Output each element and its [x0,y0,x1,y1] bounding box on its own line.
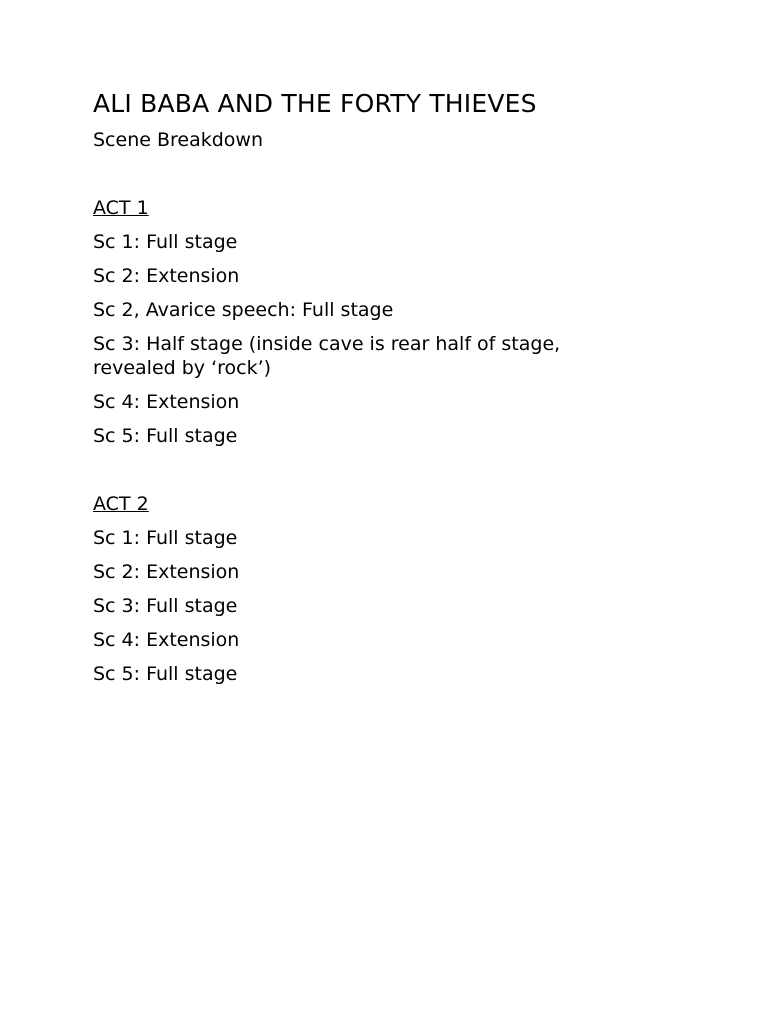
act-heading: ACT 2 [93,493,149,515]
act-heading: ACT 1 [93,197,149,219]
scene-item: Sc 3: Full stage [93,595,238,617]
scene-item: Sc 1: Full stage [93,527,238,549]
scene-item: Sc 3: Half stage (inside cave is rear half of stage, revealed by ‘rock’) [93,333,561,379]
scene-item: Sc 5: Full stage [93,425,238,447]
document-title: ALI BABA AND THE FORTY THIEVES [93,89,537,118]
scene-item: Sc 4: Extension [93,629,240,651]
act-1-section [93,196,768,448]
document-subtitle: Scene Breakdown [93,129,263,151]
scene-item: Sc 2: Extension [93,561,240,583]
scene-item: Sc 2, Avarice speech: Full stage [93,299,394,321]
scene-item: Sc 1: Full stage [93,231,238,253]
scene-item: Sc 2: Extension [93,265,240,287]
scene-item: Sc 5: Full stage [93,663,238,685]
act-2-section [93,492,768,686]
scene-item: Sc 4: Extension [93,391,240,413]
